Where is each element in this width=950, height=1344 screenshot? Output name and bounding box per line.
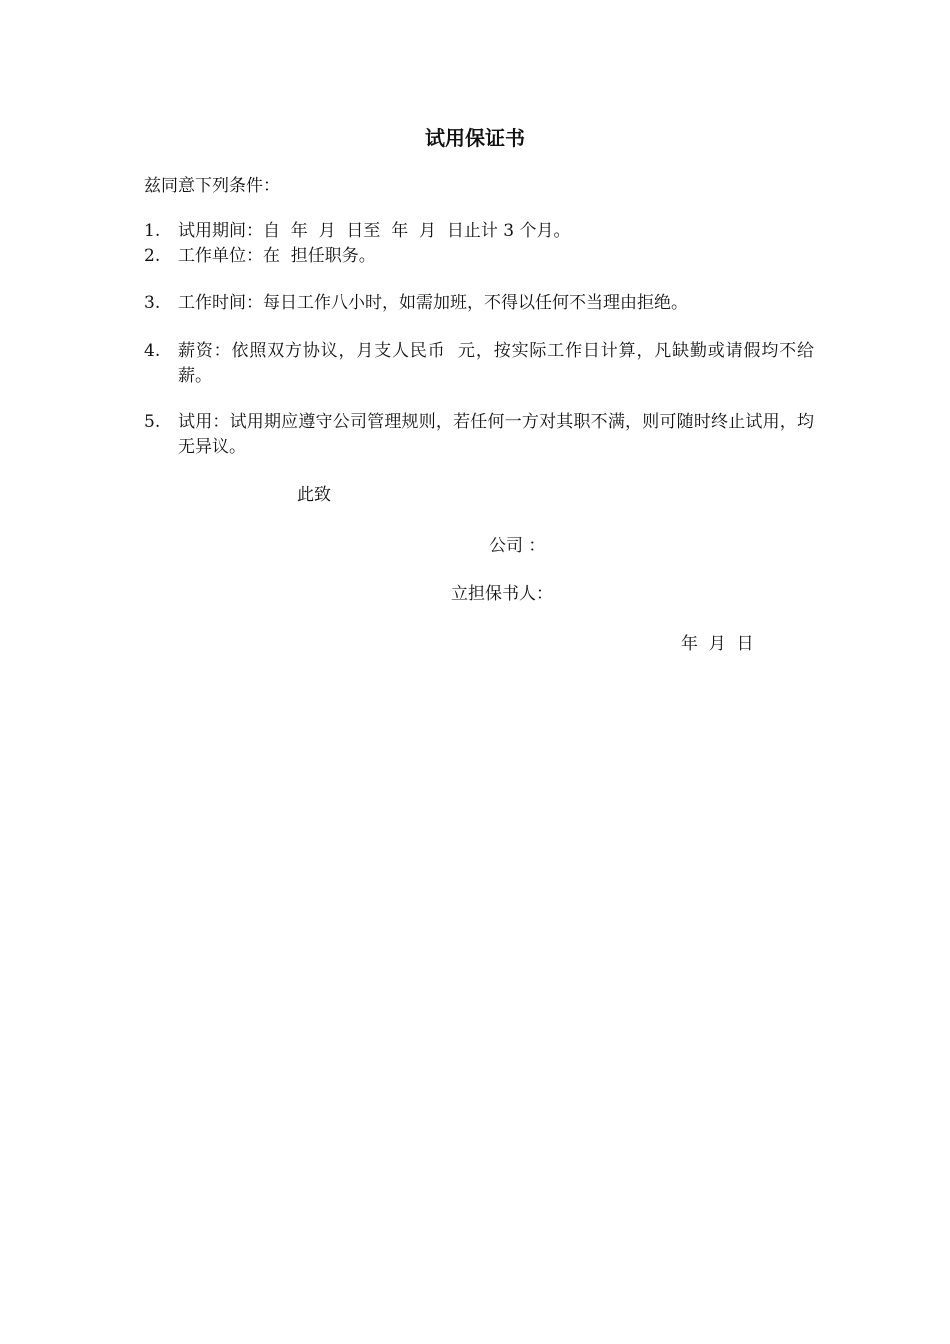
clause-number: 2. [144,246,161,266]
clause-item-5 [144,410,814,460]
document-title: 试用保证书 [425,126,525,150]
clause-number: 5. [144,412,161,432]
clause-number: 1. [144,221,161,241]
clause-item-1 [144,219,814,244]
clause-item-4 [144,339,814,389]
clause-text: 试用：试用期应遵守公司管理规则，若任何一方对其职不满，则可随时终止试用，均无异议。 [178,412,814,457]
clause-item-3 [144,291,814,316]
date-line: 年 月 日 [681,634,754,654]
clause-text: 工作时间：每日工作八小时，如需加班，不得以任何不当理由拒绝。 [178,293,688,313]
intro-text: 兹同意下列条件： [144,176,280,196]
clause-number: 3. [144,293,161,313]
guarantor-label: 立担保书人： [451,584,553,604]
clause-number: 4. [144,341,161,361]
closing-text: 此致 [297,485,331,505]
clause-item-2 [144,244,814,269]
clause-text: 薪资：依照双方协议，月支人民币 元，按实际工作日计算，凡缺勤或请假均不给薪。 [178,341,814,386]
company-label: 公司 ： [489,536,546,556]
clause-text: 试用期间：自 年 月 日至 年 月 日止计 3 个月。 [178,221,571,241]
clause-text: 工作单位：在 担任职务。 [178,246,376,266]
